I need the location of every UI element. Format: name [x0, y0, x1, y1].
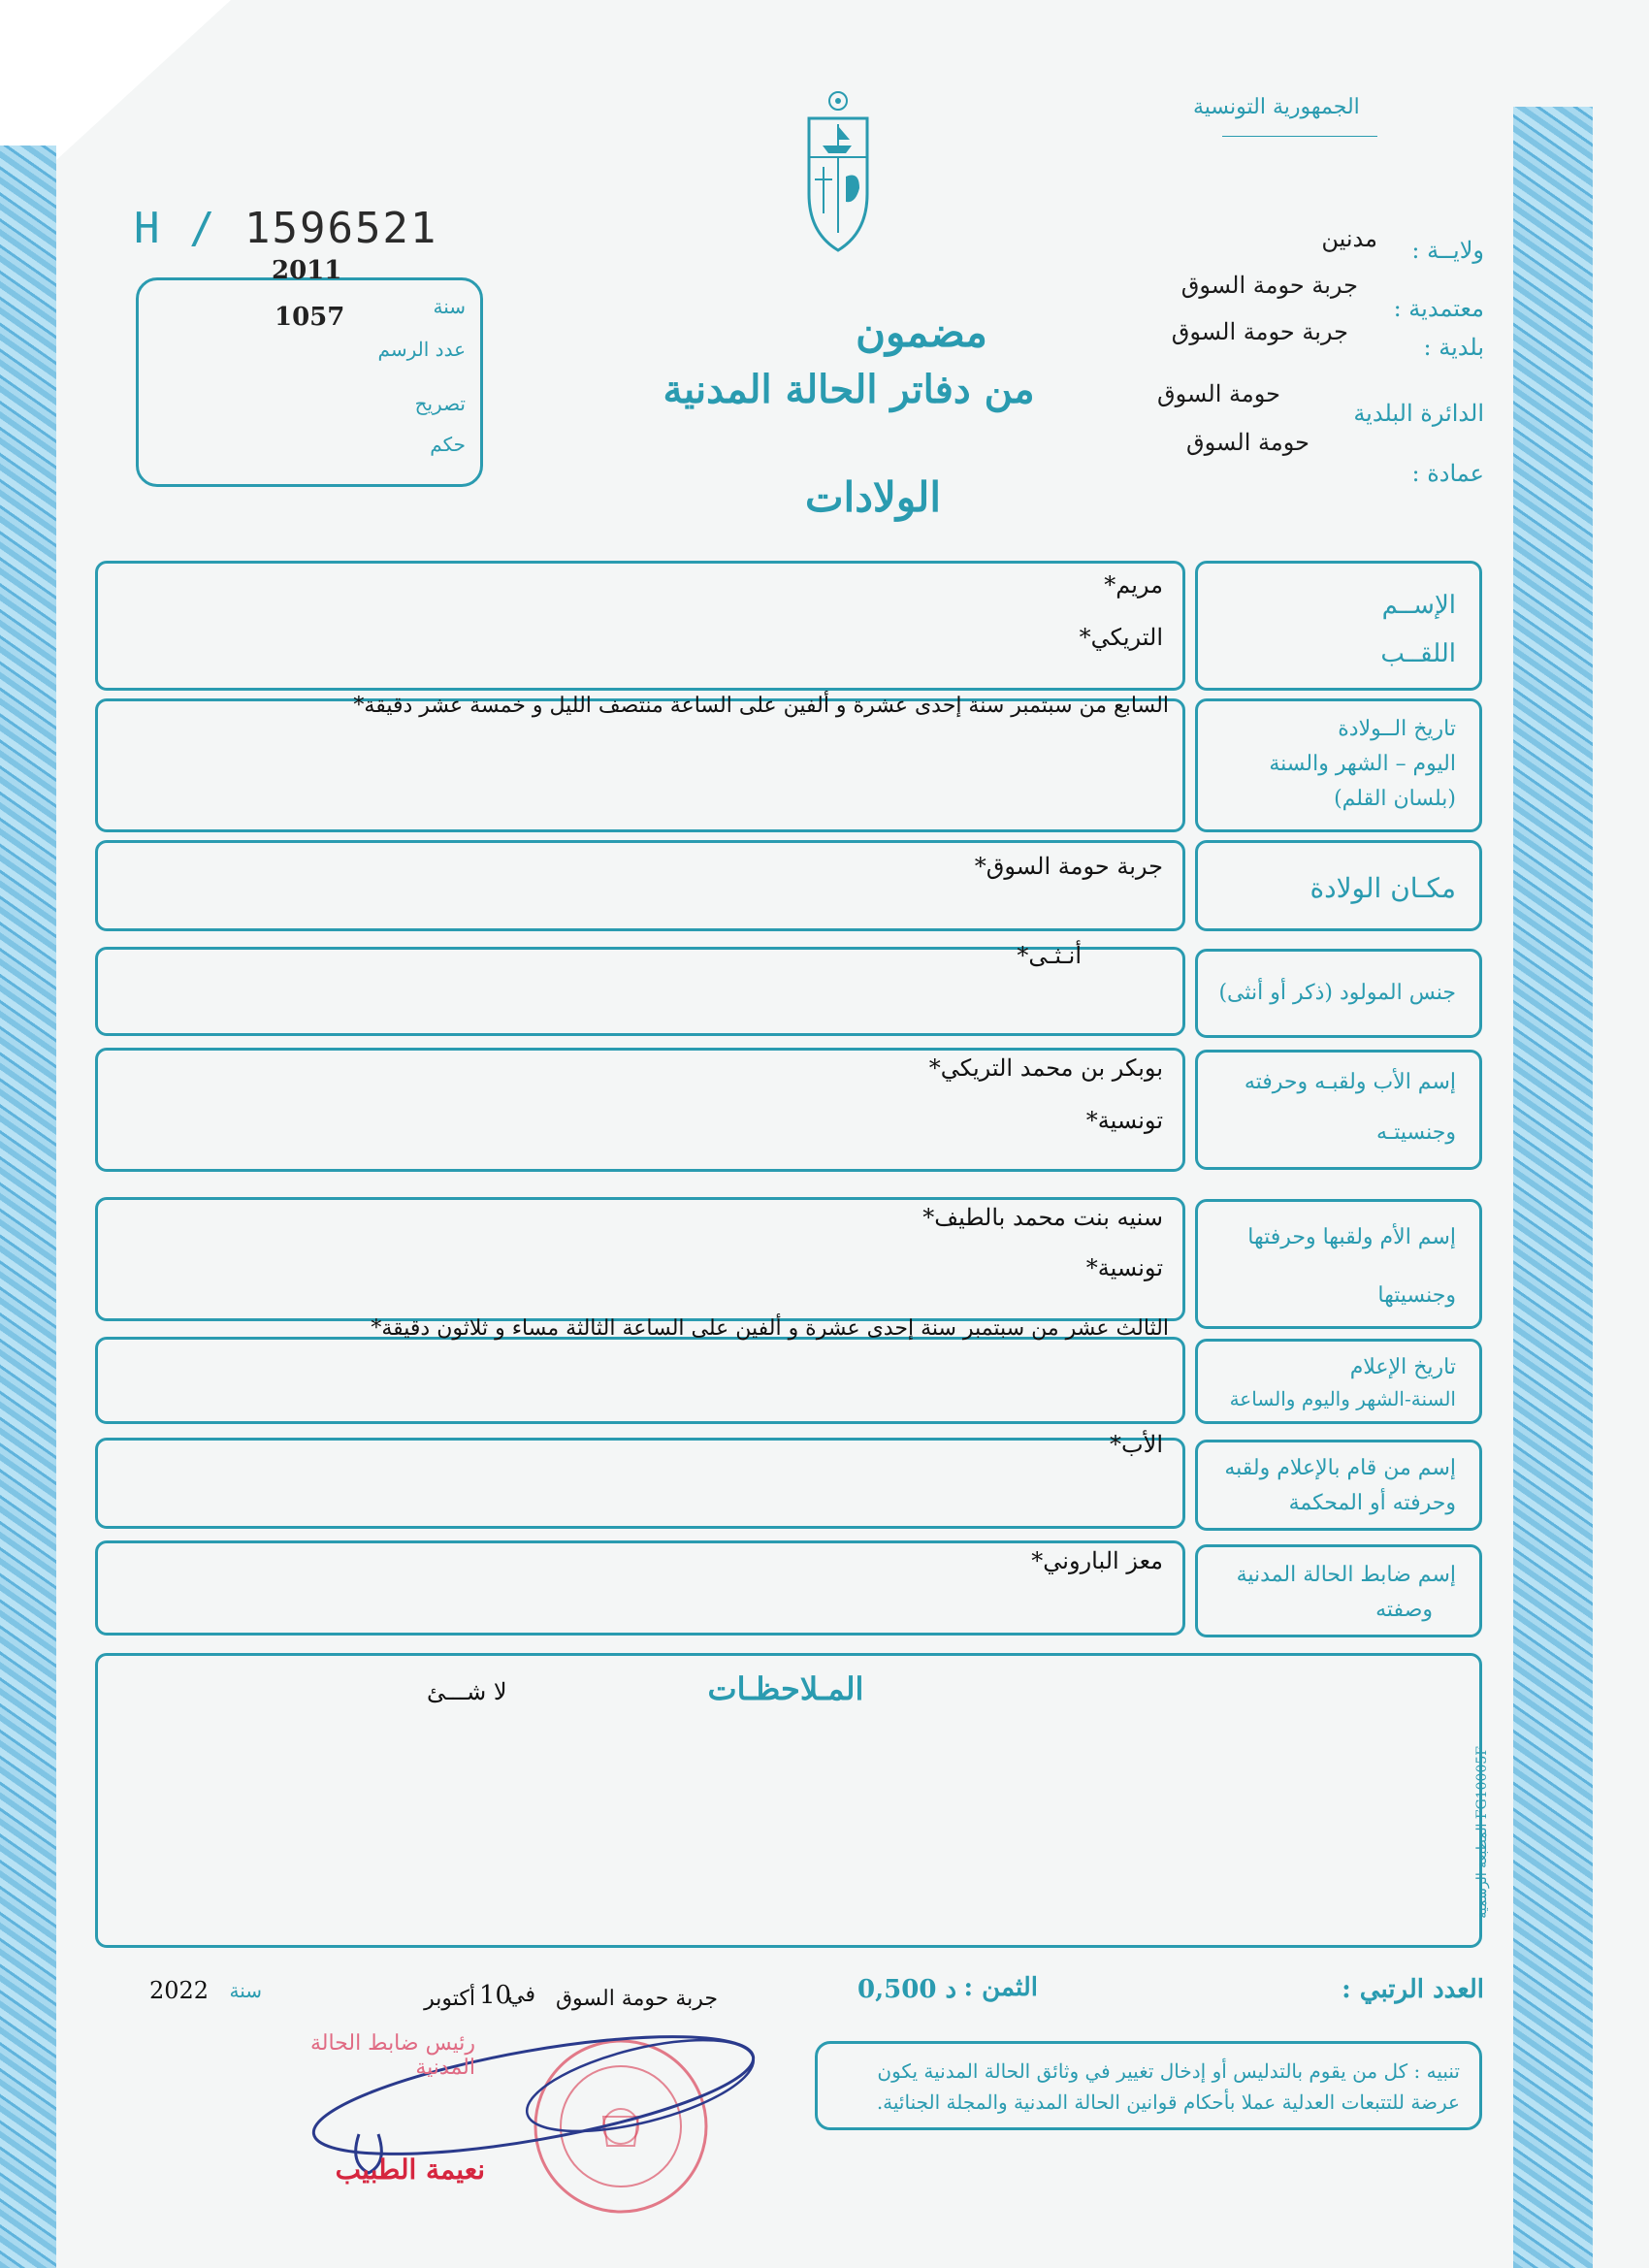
sector-label: عمادة : [1411, 460, 1484, 487]
document-subtitle: من دفاتر الحالة المدنية [663, 367, 1035, 412]
coat-of-arms-icon [801, 87, 869, 257]
mother-label-cell [1195, 1199, 1482, 1329]
father-label-cell [1195, 1050, 1482, 1170]
issue-date-prefix: في [507, 1983, 535, 2007]
registry-year-label: سنة [433, 295, 466, 318]
mother-nationality-value: تونسية* [1085, 1254, 1163, 1281]
serial-number [134, 204, 437, 253]
document-title: مضمون [856, 308, 987, 356]
declarant-label-cell [1195, 1440, 1482, 1531]
birth-date-value-cell [95, 694, 1185, 832]
father-label-2: وجنسيتـه [1375, 1120, 1456, 1145]
birth-date-value: السابع من سبتمبر سنة إحدى عشرة و ألفين على الساعة منتصف الليل و خمسة عشر دقيقة* [353, 694, 1169, 718]
governorate-value: مدنين [1321, 225, 1377, 252]
republic-label: الجمهورية التونسية [1193, 95, 1360, 119]
father-nationality-value: تونسية* [1085, 1107, 1163, 1134]
declarant-value: الأب* [1110, 1431, 1163, 1458]
birth-place-label: مكـان الولادة [1310, 872, 1456, 904]
sex-value: أنـثـى* [1017, 942, 1082, 969]
notes-title: المـلاحظـات [707, 1670, 864, 1707]
declarant-label-1: إسم من قام بالإعلام ولقبه [1224, 1456, 1456, 1480]
officer-label-1: إسم ضابط الحالة المدنية [1236, 1563, 1456, 1587]
section-title-births: الولادات [804, 473, 942, 521]
registry-declaration-label: تصريح [414, 392, 466, 415]
father-value-cell [95, 1048, 1185, 1172]
officer-value: معز الباروني* [1031, 1547, 1163, 1574]
father-name-value: بوبكر بن محمد التريكي* [928, 1054, 1163, 1082]
serial-digits: 1596521 [243, 204, 438, 253]
surname-label: اللقــب [1380, 639, 1456, 668]
name-value: مريم* [1104, 571, 1163, 599]
declaration-date-label-cell [1195, 1339, 1482, 1424]
birth-place-value-cell [95, 840, 1185, 931]
republic-underline [1222, 136, 1377, 137]
officer-label-2: وصفته [1375, 1598, 1433, 1622]
price-value: 0,500 د [857, 1975, 957, 2004]
municipality-value: جربة حومة السوق [1171, 318, 1348, 345]
declarant-value-cell [95, 1431, 1185, 1529]
declaration-date-value: الثالث عشر من سبتمبر سنة إحدى عشرة و ألفين على الساعة الثالثة مساء و ثلاثون دقيقة* [371, 1316, 1169, 1341]
security-border-right [1513, 107, 1593, 2268]
officer-label-cell [1195, 1544, 1482, 1637]
mother-value-cell [95, 1197, 1185, 1321]
birth-date-label-1: تاريخ الــولادة [1338, 717, 1456, 741]
serial-order-label: العدد الرتبي : [1342, 1975, 1484, 2004]
mother-name-value: سنيه بنت محمد بالطيف* [922, 1204, 1163, 1231]
registry-judgment-label: حكم [430, 433, 466, 456]
signature-title: رئيس ضابط الحالة المدنية [309, 2031, 475, 2080]
mother-label-2: وجنسيتها [1377, 1283, 1456, 1308]
birth-place-value: جربة حومة السوق* [974, 853, 1163, 880]
delegation-value: جربة حومة السوق [1180, 272, 1358, 299]
birth-date-label-2: اليوم – الشهر والسنة [1269, 752, 1456, 776]
sex-label: جنس المولود (ذكر أو أنثى) [1218, 981, 1456, 1005]
sex-value-cell [95, 942, 1185, 1036]
surname-value: التريكي* [1079, 624, 1163, 651]
issue-month: أكتوبر [424, 1987, 475, 2011]
price-label: الثمن : [963, 1973, 1038, 2002]
printer-mark: المطبعة الرسمية FG10005F [1474, 1746, 1490, 1919]
notes-value: لا شـــئ [427, 1678, 507, 1705]
declaration-date-label-2: السنة-الشهر واليوم والساعة [1229, 1387, 1456, 1410]
warning-text: تنبيه : كل من يقوم بالتدليس أو إدخال تغيير في وثائق الحالة المدنية يكون عرضة للتتبعات العدلية عملا بأحكام قوانين الحالة المدنية والمجلة الجنائية. [876, 2059, 1460, 2114]
warning-box [815, 2041, 1482, 2130]
signature-name: نعيمة الطبيب [335, 2154, 485, 2186]
birth-date-label-3: (بلسان القلم) [1334, 787, 1456, 811]
name-value-cell [95, 561, 1185, 691]
municipality-label: بلدية : [1423, 334, 1484, 361]
issue-place: جربة حومة السوق [555, 1987, 718, 2011]
registry-number-label: عدد الرسم [377, 338, 466, 361]
registry-year-value: 2011 [272, 256, 342, 285]
district-value: حومة السوق [1157, 380, 1280, 407]
registry-number-value: 1057 [275, 303, 345, 332]
sector-value: حومة السوق [1186, 429, 1310, 456]
district-label: الدائرة البلدية [1353, 400, 1484, 427]
declaration-date-value-cell [95, 1316, 1185, 1424]
declarant-label-2: وحرفته أو المحكمة [1288, 1491, 1456, 1515]
sex-label-cell [1195, 949, 1482, 1038]
issue-day: 10 [479, 1981, 512, 2010]
name-label: الإســم [1381, 591, 1456, 620]
issue-year: 2022 [149, 1977, 210, 2004]
governorate-label: ولايــة : [1411, 237, 1484, 264]
declaration-date-label-1: تاريخ الإعلام [1349, 1355, 1456, 1379]
delegation-label: معتمدية : [1393, 295, 1484, 322]
security-border-left [0, 146, 56, 2268]
serial-prefix: H / [134, 204, 217, 253]
birth-date-label-cell [1195, 698, 1482, 832]
issue-year-label: سنة [229, 1979, 262, 2002]
officer-value-cell [95, 1540, 1185, 1636]
mother-label-1: إسم الأم ولقبها وحرفتها [1247, 1225, 1456, 1249]
father-label-1: إسم الأب ولقبـه وحرفته [1244, 1070, 1456, 1094]
name-label-cell [1195, 561, 1482, 691]
birth-place-label-cell [1195, 840, 1482, 931]
